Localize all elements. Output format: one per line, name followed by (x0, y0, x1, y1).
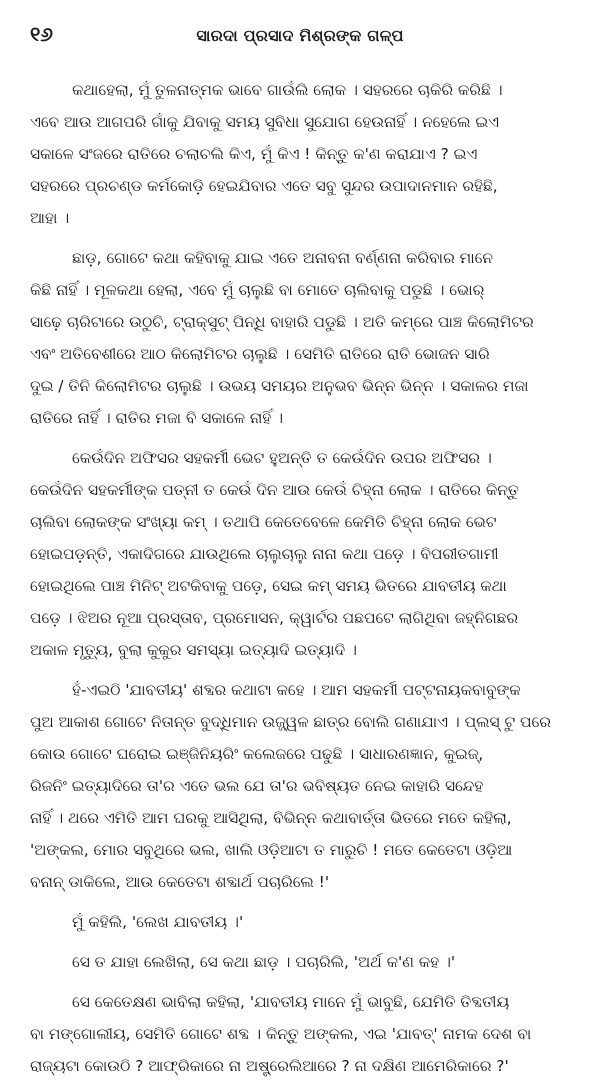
text-line: ଅକାଳ ମୃତ୍ୟୁ, ବୁଲା କୁକୁର ସମସ୍ୟା ଇତ୍ୟାଦି ଇତ୍ୟାଦି । (30, 641, 357, 659)
text-line: ପଡ଼େ । ଝିଅର ନୂଆ ପ୍ରସ୍ତାବ, ପ୍ରମୋସନ, କ୍ୱାର୍ଟର ପଛପଟେ ଲାଗିଥିବା ଜହ୍ନିଗଛର (30, 609, 519, 627)
text-line: ପୁଅ ଆକାଶ ଗୋଟେ ନିତାନ୍ତ ବୁଦ୍ଧିମାନ ଉଜ୍ଜ୍ୱଳ ଛାତ୍ର ବୋଲି ଗଣାଯାଏ । ପ୍ଲସ୍ ଟୁ ପରେ (30, 713, 551, 731)
text-line: ହୋଇଥିଲେ ପାଞ୍ଚ ମିନିଟ୍ ଅଟକିବାକୁ ପଡ଼େ, ସେଇ କମ୍ ସମୟ ଭିତରେ ଯାବତୀୟ କଥା (30, 577, 507, 595)
paragraph-gap (30, 978, 570, 986)
text-line: ଏବଂ ଅତିବେଶୀରେ ଆଠ କିଲୋମିଟର ଚାଲୁଛି । ସେମିତି ରାତିରେ ରାତି ଭୋଜନ ସାରି (30, 345, 490, 363)
paragraph-gap (30, 666, 570, 674)
text-line: ରିଜନିଂ ଇତ୍ୟାଦିରେ ତା'ର ଏତେ ଭଲ ଯେ ତା'ର ଭବିଷ୍ୟତ ନେଇ କାହାରି ସନ୍ଦେହ (30, 777, 484, 795)
text-line: ବା ମଙ୍ଗୋଲୀୟ, ସେମିତି ଗୋଟେ ଶବ୍ଦ । କିନ୍ତୁ ଅଙ୍କଲ, ଏଇ 'ଯାବତ୍' ନାମକ ଦେଶ ବା (30, 1025, 532, 1043)
text-line: ରାଜ୍ୟଟା କୋଉଠି ? ଆଫ୍ରିକାରେ ନା ଅଷ୍ଟ୍ରେଲିଆରେ ? ନା ଦକ୍ଷିଣ ଆମେରିକାରେ ?' (30, 1057, 509, 1075)
paragraph-gap (30, 898, 570, 906)
text-line: ଚାଲିବା ଲୋକଙ୍କ ସଂଖ୍ୟା କମ୍ । ତଥାପି କେତେବେଳେ କେମିତି ଚିହ୍ନା ଲୋକ ଭେଟ (30, 513, 497, 531)
text-line: ଆହା । (30, 209, 70, 227)
paragraph (30, 906, 570, 938)
text-line: କେଉଁଦିନ ଅଫିସର ସହକର୍ମୀ ଭେଟ ହୁଅନ୍ତି ତ କେଉଁଦିନ ଉପର ଅଫିସର । (72, 449, 492, 467)
text-line: ସେ ତ ଯାହା ଲେଖିଲା, ସେ କଥା ଛାଡ଼ । ପଚାରିଲି, 'ଅର୍ଥ କ'ଣ କହ ।' (72, 953, 456, 971)
text-line: ସେ କେତେକ୍ଷଣ ଭାବିଲା କହିଲା, 'ଯାବତୀୟ ମାନେ ମୁଁ ଭାବୁଛି, ଯେମିତି ତିବ୍ଦତୀୟ (72, 993, 510, 1011)
text-line: ସହରରେ ପ୍ରଚଣ୍ଡ କର୍ମକୋଡ଼ି ହେଇଯିବାର ଏତେ ସବୁ ସୁନ୍ଦର ଉପାଦାନମାନ ରହିଛି, (30, 177, 498, 195)
paragraph (30, 986, 570, 1082)
text-line: ହୋଇପଡ଼ନ୍ତି, ଏକାଦିଗରେ ଯାଉଥିଲେ ଚାଲୁଚାଲୁ ନାନା କଥା ପଡ଼େ । ବିପରୀତଗାମୀ (30, 545, 499, 563)
text-line: ସକାଳେ ସଂଜରେ ରାତିରେ ଚଲାଚଲି କିଏ, ମୁଁ କିଏ ! କିନ୍ତୁ କ'ଣ କରାଯାଏ ? ଇଏ (30, 145, 478, 163)
running-title: ସାରଦା ପ୍ରସାଦ ମିଶ୍ରଙ୍କ ଗଳ୍ପ (196, 26, 404, 45)
text-line: ରାତିରେ ନାହିଁ । ରାତିର ମଜା ବି ସକାଳେ ନାହିଁ । (30, 409, 284, 427)
paragraph-gap (30, 434, 570, 442)
paragraph (30, 674, 570, 898)
text-line: ଏବେ ଆଉ ଆଗପରି ଗାଁକୁ ଯିବାକୁ ସମୟ ସୁବିଧା ସୁଯୋଗ ହେଉନାହିଁ । ନହେଲେ ଇଏ (30, 113, 499, 131)
text-line: ହଁ-ଏଇଠି 'ଯାବତୀୟ' ଶବ୍ଦର କଥାଟା କହେ । ଆମ ସହକର୍ମୀ ପଟ୍ଟନାୟକବାବୁଙ୍କ (72, 681, 521, 699)
paragraph (30, 442, 570, 666)
text-line: ନାହିଁ । ଥରେ ଏମିତି ଆମ ଘରକୁ ଆସିଥିଲା, ବିଭିନ୍ନ କଥାବାର୍ତ୍ତା ଭିତରେ ମତେ କହିଲା, (30, 809, 512, 827)
paragraph (30, 946, 570, 978)
paragraph-gap (30, 234, 570, 242)
text-line: ବନାନ୍ ଡାକିଲେ, ଆଉ କେତେଟା ଶବ୍ଦାର୍ଥ ପଚାରିଲେ !' (30, 873, 330, 891)
text-line: ମୁଁ କହିଲି, 'ଲେଖ ଯାବତୀୟ ।' (72, 913, 244, 931)
page-number: ୧୬ (30, 22, 53, 46)
text-line: 'ଅଙ୍କଲ, ମୋର ସବୁଥିରେ ଭଲ, ଖାଲି ଓଡ଼ିଆଟା ତ ମାରୁଚି ! ମତେ କେତେଟା ଓଡ଼ିଆ (30, 841, 513, 859)
body-text (30, 74, 570, 1082)
page-header (30, 22, 570, 52)
text-line: କୋଉ ଗୋଟେ ଘରୋଇ ଇଞ୍ଜିନିୟରିଂ କଲେଜରେ ପଢୁଛି । ସାଧାରଣଜ୍ଞାନ, କୁଇଜ୍, (30, 745, 484, 763)
text-line: ଦୁଇ / ତିନି କିଲୋମିଟର ଚାଲୁଛି । ଉଭୟ ସମୟର ଅନୁଭବ ଭିନ୍ନ ଭିନ୍ନ । ସକାଳର ମଜା (30, 377, 529, 395)
text-line: ଛାଡ଼, ଗୋଟେ କଥା କହିବାକୁ ଯାଇ ଏତେ ଅନାବନା ବର୍ଣ୍ଣନା କରିବାର ମାନେ (72, 249, 493, 267)
paragraph-gap (30, 938, 570, 946)
paragraph (30, 74, 570, 234)
text-line: ସାଢ଼େ ଚାରିଟାରେ ଉଠୁଚି, ଟ୍ରାକ୍‌ସୁଟ୍ ପିନ୍ଧି ବାହାରି ପଡୁଛି । ଅତି କମ୍‌ରେ ପାଞ୍ଚ କିଲୋମିଟର (30, 313, 534, 331)
text-line: କେଉଁଦିନ ସହକର୍ମୀଙ୍କ ପତ୍ନୀ ତ କେଉଁ ଦିନ ଆଉ କେଉଁ ଚିହ୍ନା ଲୋକ । ରାତିରେ କିନ୍ତୁ (30, 481, 519, 499)
paragraph (30, 242, 570, 434)
text-line: କିଛି ନାହିଁ । ମୂଳକଥା ହେଲା, ଏବେ ମୁଁ ଚାଲୁଛି ବା ମୋତେ ଚାଲିବାକୁ ପଡୁଛି । ଭୋର୍ (30, 281, 485, 299)
text-line: କଥାହେଲା, ମୁଁ ତୁଳନାତ୍ମକ ଭାବେ ଗାଉଁଲି ଲୋକ । ସହରରେ ଚାକିରି କରିଛି । (72, 81, 503, 99)
